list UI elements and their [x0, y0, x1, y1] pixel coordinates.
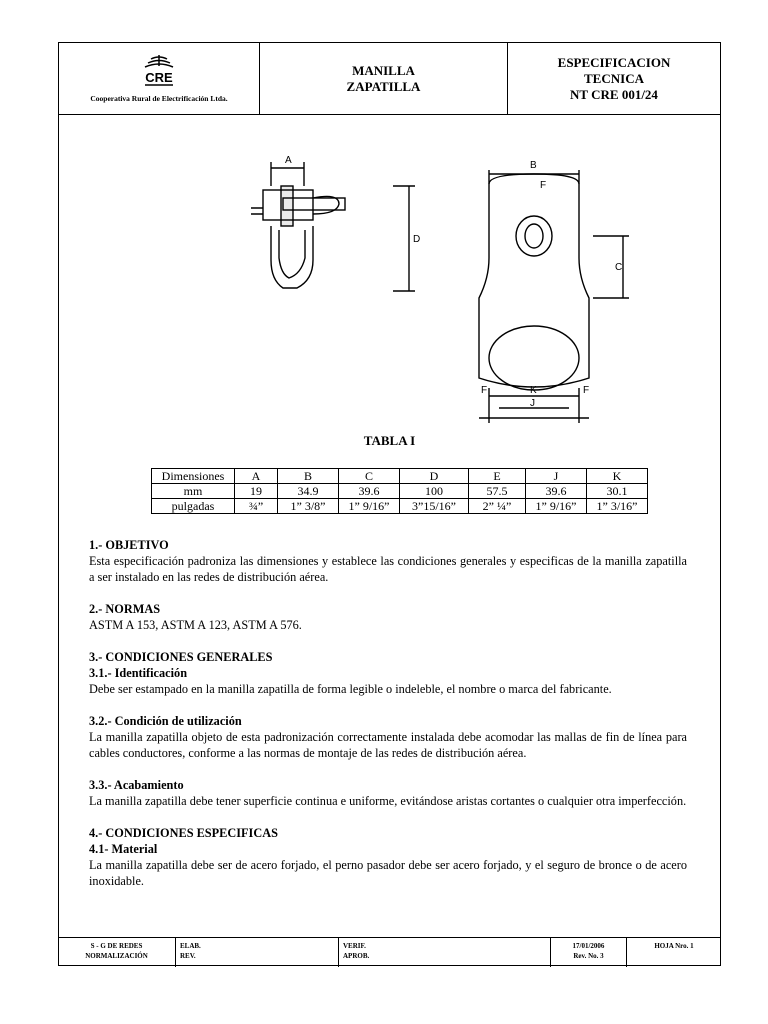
footer — [58, 937, 721, 967]
table-cell: 30.1 — [587, 484, 648, 499]
dimensions-table — [151, 468, 648, 514]
table-cell: 39.6 — [339, 484, 400, 499]
section-objetivo-text: Esta especificación padroniza las dimensiones y establece las condiciones generales y especificas de la manilla zapatilla a ser instalado en las redes de distribución aérea. — [89, 554, 687, 584]
section-material-text: La manilla zapatilla debe ser de acero forjado, el perno pasador debe ser acero forjado, y el seguro de bronce o de acero inoxidable. — [89, 858, 687, 888]
logo-text: CRE — [145, 70, 173, 85]
section-utilizacion-title: 3.2.- Condición de utilización — [89, 714, 242, 728]
footer-cell-date — [551, 938, 627, 967]
label-a: A — [285, 155, 292, 166]
document-frame — [58, 42, 721, 966]
table-cell: E — [469, 469, 526, 484]
table-cell: 2” ¼” — [469, 499, 526, 514]
spec-line-2: TECNICA — [584, 70, 644, 86]
footer-cell-verif — [339, 938, 551, 967]
table-cell: B — [278, 469, 339, 484]
table-cell: A — [235, 469, 278, 484]
section-material-title: 4.1- Material — [89, 842, 158, 856]
label-j: J — [530, 398, 535, 409]
footer-revision: Rev. No. 3 — [573, 952, 604, 960]
table-cell: 39.6 — [526, 484, 587, 499]
section-acabamiento-title: 3.3.- Acabamiento — [89, 778, 184, 792]
section-generales-title: 3.- CONDICIONES GENERALES — [89, 650, 273, 664]
organization-name: Cooperativa Rural de Electrificación Ltda. — [90, 94, 228, 103]
table-cell: 1” 3/16” — [587, 499, 648, 514]
table-cell: 57.5 — [469, 484, 526, 499]
footer-page-number: HOJA Nro. 1 — [654, 942, 694, 950]
label-b: B — [530, 160, 537, 171]
footer-aprob: APROB. — [343, 952, 370, 960]
table-row — [152, 499, 648, 514]
section-normas-text: ASTM A 153, ASTM A 123, ASTM A 576. — [89, 618, 302, 632]
table-cell: 19 — [235, 484, 278, 499]
table-cell: 3”15/16” — [400, 499, 469, 514]
title-line-2: ZAPATILLA — [346, 78, 421, 94]
header-title-cell — [260, 43, 508, 114]
footer-normalization: NORMALIZACIÓN — [85, 952, 148, 960]
document-body — [89, 537, 687, 889]
label-k: K — [530, 385, 537, 396]
section-acabamiento-text: La manilla zapatilla debe tener superficie continua e uniforme, evitándose aristas cortantes o cualquier otra imperfección. — [89, 794, 687, 808]
table-cell: 1” 9/16” — [526, 499, 587, 514]
spec-code: NT CRE 001/24 — [570, 86, 658, 102]
footer-cell-page — [627, 938, 721, 967]
table-cell: mm — [152, 484, 235, 499]
footer-date: 17/01/2006 — [572, 942, 605, 950]
footer-department: S - G DE REDES — [90, 942, 143, 950]
table-cell: 1” 3/8” — [278, 499, 339, 514]
label-f-top: F — [540, 180, 547, 191]
footer-cell-department — [58, 938, 176, 967]
section-especificas-title: 4.- CONDICIONES ESPECIFICAS — [89, 826, 278, 840]
spec-line-1: ESPECIFICACION — [557, 54, 671, 70]
table-cell: Dimensiones — [152, 469, 235, 484]
footer-cell-elab — [176, 938, 339, 967]
table-cell: D — [400, 469, 469, 484]
section-identificacion-title: 3.1.- Identificación — [89, 666, 188, 680]
table-cell: 100 — [400, 484, 469, 499]
footer-elab: ELAB. — [180, 942, 201, 950]
label-d: D — [413, 234, 421, 245]
cre-logo-icon — [139, 54, 179, 88]
table-cell: 34.9 — [278, 484, 339, 499]
table-cell: J — [526, 469, 587, 484]
table-row — [152, 469, 648, 484]
footer-rev: REV. — [180, 952, 196, 960]
label-f-left: F — [481, 385, 488, 396]
table-title: TABLA I — [363, 433, 416, 448]
section-normas-title: 2.- NORMAS — [89, 602, 161, 616]
header-logo-cell — [59, 43, 260, 114]
shackle-drawing — [189, 138, 623, 410]
table-cell: pulgadas — [152, 499, 235, 514]
header-spec-cell — [508, 43, 720, 114]
table-cell: K — [587, 469, 648, 484]
label-f-right: F — [583, 385, 590, 396]
section-objetivo-title: 1.- OBJETIVO — [89, 538, 169, 552]
footer-verif: VERIF. — [343, 942, 366, 950]
title-line-1: MANILLA — [352, 62, 415, 78]
table-cell: 1” 9/16” — [339, 499, 400, 514]
table-cell: C — [339, 469, 400, 484]
header — [59, 43, 720, 115]
section-utilizacion-text: La manilla zapatilla objeto de esta padronización correctamente instalada debe acomodar las mallas de fin de línea para cables conductores, conforme a las normas de montaje de las redes de distribución aérea. — [89, 730, 687, 760]
section-identificacion-text: Debe ser estampado en la manilla zapatilla de forma legible o indeleble, el nombre o marca del fabricante. — [89, 682, 612, 696]
table-row — [152, 484, 648, 499]
label-c: C — [615, 262, 623, 273]
table-cell: ¾” — [235, 499, 278, 514]
